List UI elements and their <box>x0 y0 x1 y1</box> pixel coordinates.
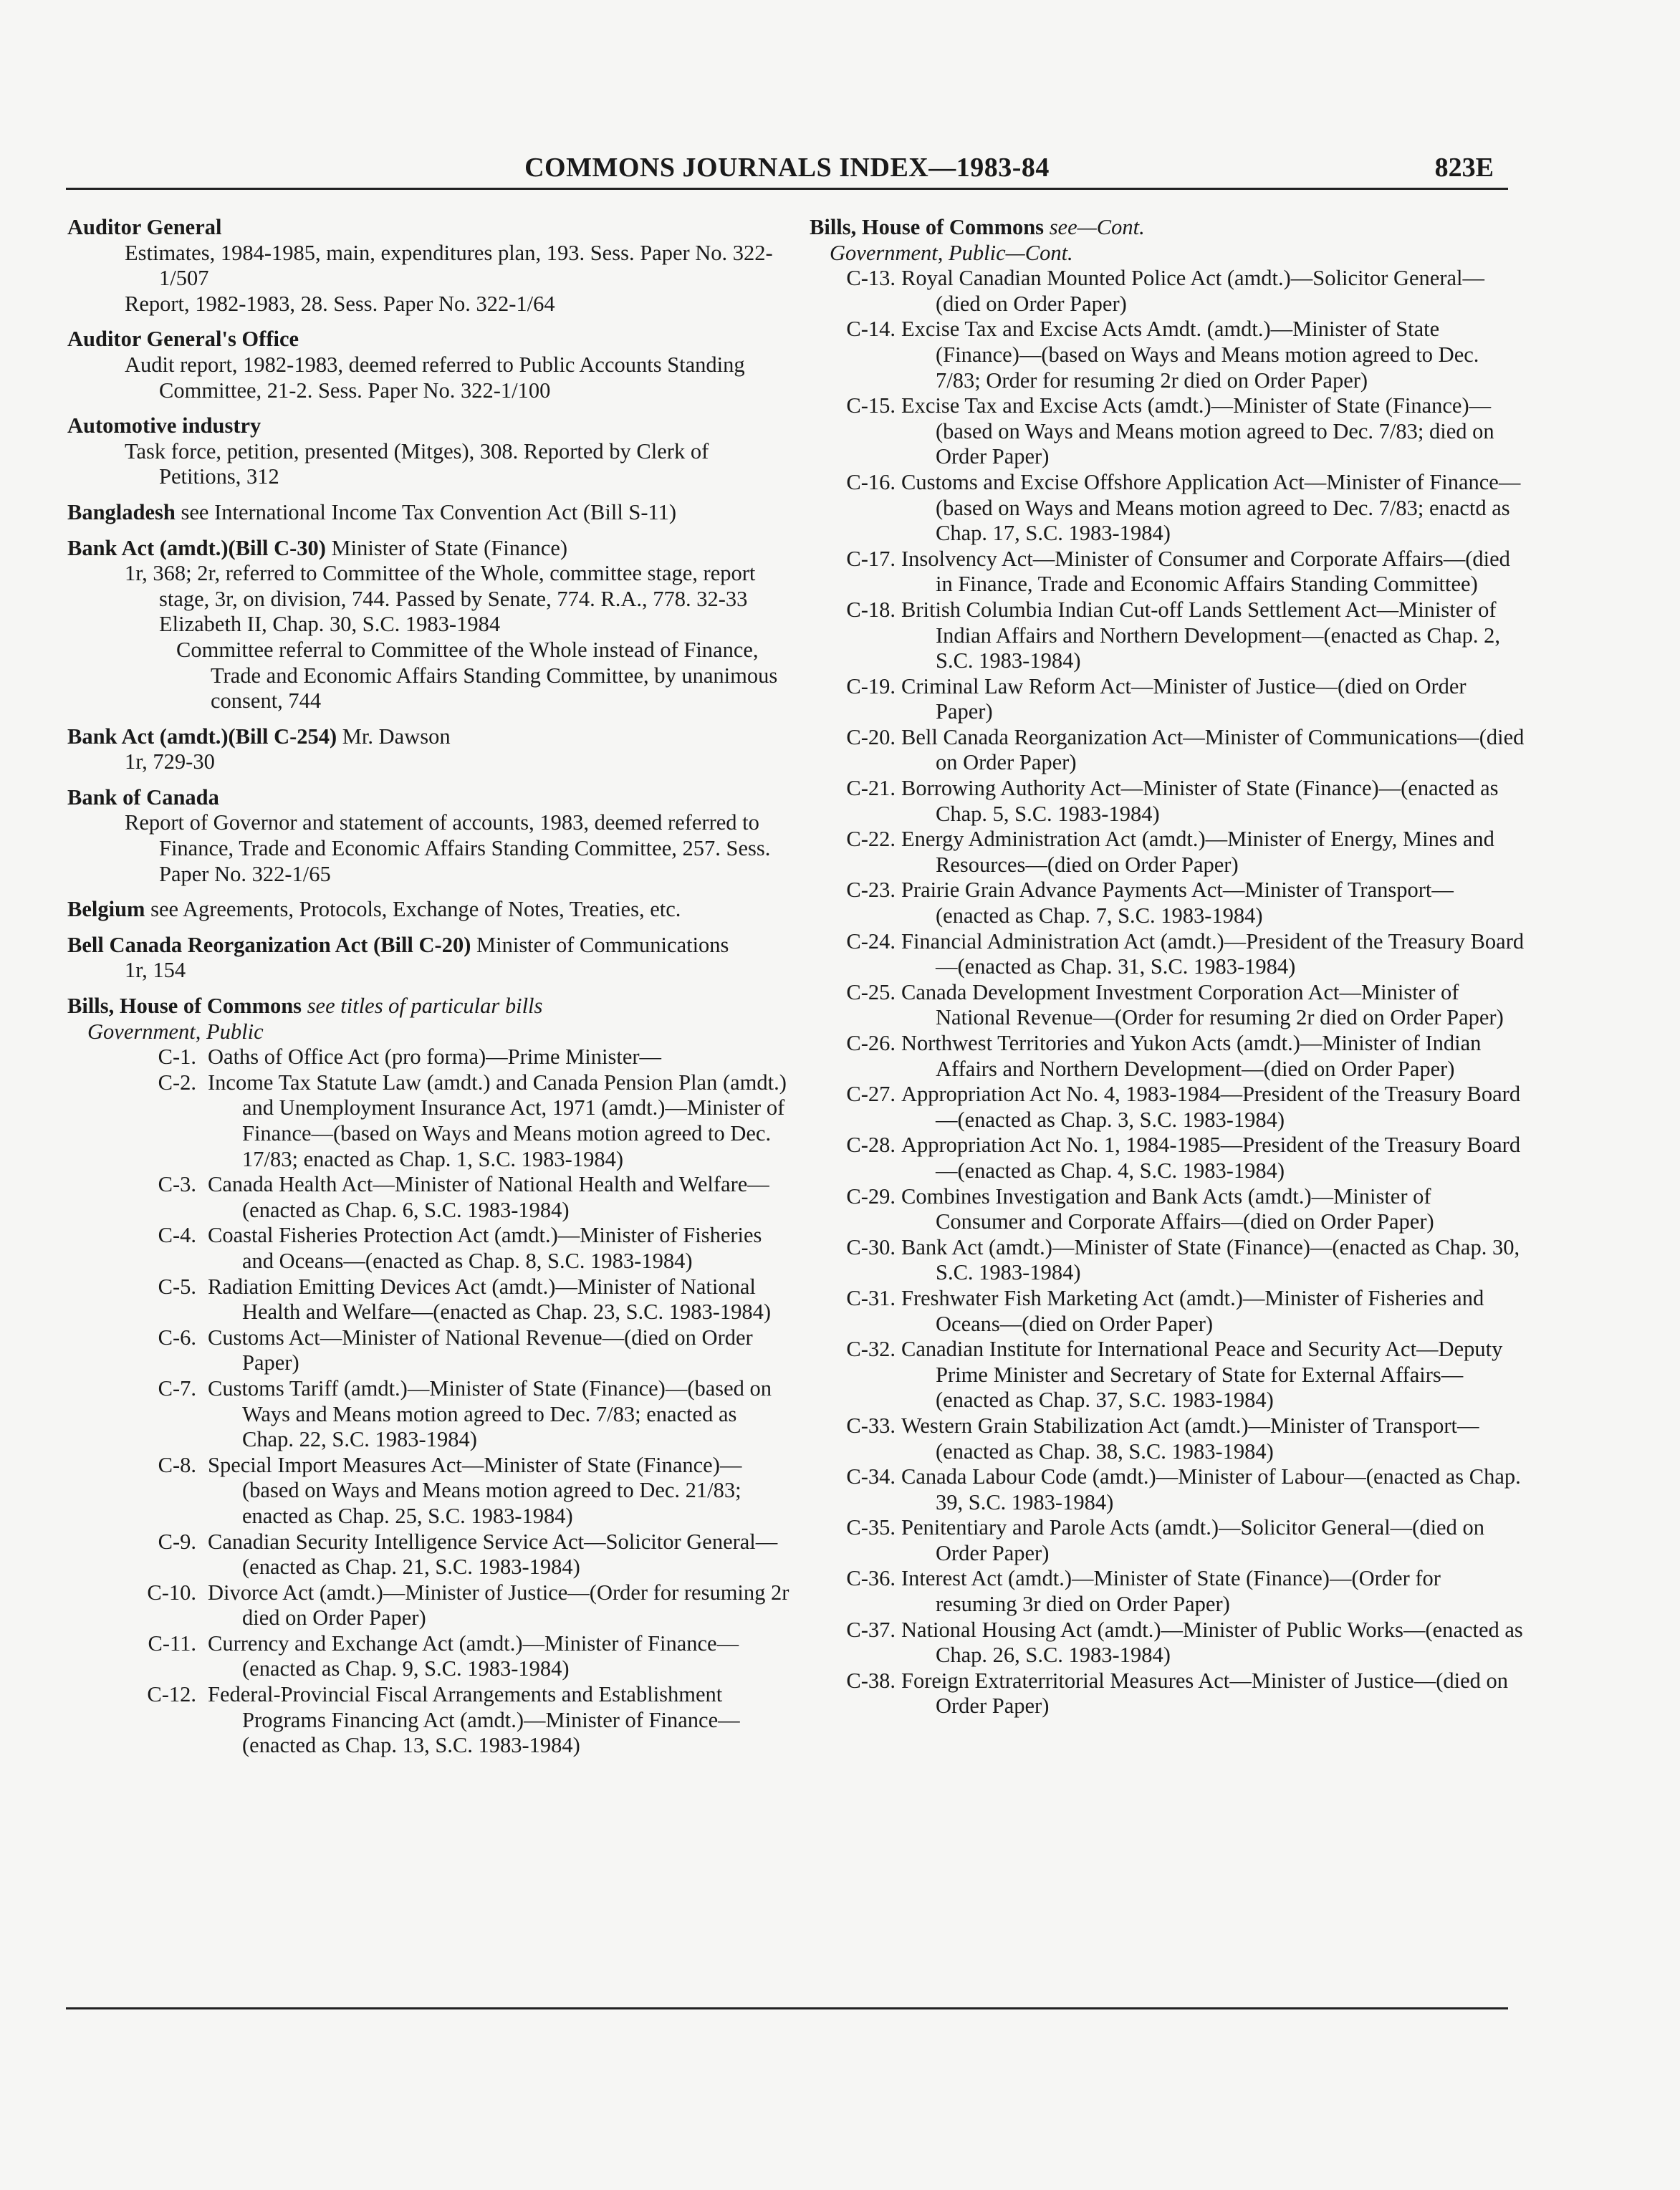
bill-number: C-36. <box>846 1566 896 1591</box>
bill-number: C-21. <box>846 776 896 801</box>
bill-item <box>67 1529 791 1580</box>
bill-description: Coastal Fisheries Protection Act (amdt.)—Minister of Fisheries and Oceans—(enacted as Chap. 8, S.C. 1983-1984) <box>208 1223 762 1273</box>
bill-item <box>810 1413 1526 1464</box>
entry-heading: Auditor General <box>67 215 222 239</box>
bill-item <box>67 1453 791 1529</box>
bill-item <box>810 1286 1526 1337</box>
index-entry <box>67 500 791 526</box>
bill-list <box>67 1044 791 1759</box>
bill-description: British Columbia Indian Cut-off Lands Settlement Act—Minister of Indian Affairs and Northern Development—(enacted as Chap. 2, S.C. 1983-1984) <box>901 597 1500 673</box>
bill-description: Appropriation Act No. 4, 1983-1984—President of the Treasury Board—(enacted as Chap. 3, S.C. 1983-1984) <box>901 1082 1521 1132</box>
entry-subline: Report of Governor and statement of accounts, 1983, deemed referred to Finance, Trade and Economic Affairs Standing Committee, 257. Sess. Paper No. 322-1/65 <box>125 810 771 886</box>
bill-number: C-18. <box>846 597 896 622</box>
bill-number: C-7. <box>158 1375 196 1401</box>
bill-item <box>67 1070 791 1172</box>
bill-description: Prairie Grain Advance Payments Act—Minister of Transport—(enacted as Chap. 7, S.C. 1983-1984) <box>901 878 1454 928</box>
bill-item <box>810 1337 1526 1413</box>
bill-number: C-34. <box>846 1464 896 1489</box>
bill-item <box>810 1235 1526 1286</box>
bill-item <box>810 878 1526 928</box>
bill-number: C-35. <box>846 1515 896 1540</box>
bill-description: Combines Investigation and Bank Acts (amdt.)—Minister of Consumer and Corporate Affairs—(died on Order Paper) <box>901 1183 1434 1234</box>
bill-item <box>810 929 1526 980</box>
bill-number: C-1. <box>158 1044 196 1070</box>
bill-description: Financial Administration Act (amdt.)—President of the Treasury Board—(enacted as Chap. 31, S.C. 1983-1984) <box>901 928 1525 979</box>
right-column <box>810 215 1526 1729</box>
bill-description: Foreign Extraterritorial Measures Act—Minister of Justice—(died on Order Paper) <box>901 1668 1509 1719</box>
bill-item <box>67 1580 791 1631</box>
index-entry <box>67 536 791 714</box>
bill-number: C-37. <box>846 1617 896 1642</box>
bill-list <box>810 266 1526 1719</box>
bill-item <box>810 827 1526 878</box>
bill-item <box>810 1566 1526 1617</box>
bill-item <box>810 980 1526 1031</box>
bill-item <box>67 1172 791 1223</box>
bill-description: Canadian Institute for International Peace and Security Act—Deputy Prime Minister and Secretary of State for External Affairs—(enacted as Chap. 37, S.C. 1983-1984) <box>901 1337 1503 1413</box>
entry-subline: 1r, 368; 2r, referred to Committee of the Whole, committee stage, report stage, 3r, on division, 744. Passed by Senate, 774. R.A., 778. 32-33 Elizabeth II, Chap. 30, S.C. 1983-1984 <box>125 561 756 637</box>
bill-description: Radiation Emitting Devices Act (amdt.)—Minister of National Health and Welfare—(enacted as Chap. 23, S.C. 1983-1984) <box>208 1274 772 1325</box>
bill-description: Income Tax Statute Law (amdt.) and Canada Pension Plan (amdt.) and Unemployment Insurance Act, 1971 (amdt.)—Minister of Finance—(based on Ways and Means motion agreed to Dec. 17/83; enacted as Chap. 1, S.C. 1983-1984) <box>208 1070 787 1171</box>
index-entry <box>67 933 791 984</box>
bill-item <box>810 1668 1526 1719</box>
bill-description: National Housing Act (amdt.)—Minister of Public Works—(enacted as Chap. 26, S.C. 1983-1984) <box>901 1617 1523 1668</box>
bill-item <box>810 317 1526 393</box>
bill-description: Canada Health Act—Minister of National Health and Welfare—(enacted as Chap. 6, S.C. 1983-1984) <box>208 1172 769 1222</box>
entry-heading: Bangladesh see International Income Tax Convention Act (Bill S-11) <box>67 499 677 524</box>
index-entry <box>67 327 791 403</box>
entry-heading: Bank Act (amdt.)(Bill C-30) Minister of State (Finance) <box>67 535 568 560</box>
bill-item <box>67 1274 791 1325</box>
bill-item <box>810 1031 1526 1082</box>
index-entry <box>67 785 791 887</box>
bill-number: C-20. <box>846 724 896 749</box>
bill-item <box>810 470 1526 547</box>
bill-description: Penitentiary and Parole Acts (amdt.)—Solicitor General—(died on Order Paper) <box>901 1515 1484 1565</box>
bill-item <box>810 597 1526 674</box>
entry-subline: 1r, 729-30 <box>125 749 215 774</box>
bill-description: Special Import Measures Act—Minister of State (Finance)—(based on Ways and Means motion agreed to Dec. 21/83; enacted as Chap. 25, S.C. 1983-1984) <box>208 1452 742 1528</box>
bill-number: C-16. <box>846 469 896 494</box>
bill-item <box>67 1631 791 1682</box>
entry-heading: Bills, House of Commons see—Cont. <box>810 215 1145 239</box>
entry-subline: Committee referral to Committee of the Whole instead of Finance, Trade and Economic Affairs Standing Committee, by unanimous consent, 744 <box>176 637 778 714</box>
bill-description: Bell Canada Reorganization Act—Minister of Communications—(died on Order Paper) <box>901 724 1525 775</box>
bill-number: C-3. <box>158 1172 196 1197</box>
running-head <box>66 152 1508 190</box>
page-title: COMMONS JOURNALS INDEX—1983-84 <box>524 153 1050 183</box>
entry-heading: Bank of Canada <box>67 784 219 810</box>
bill-item <box>810 1618 1526 1668</box>
bills-entry-continued <box>810 215 1526 1719</box>
bill-number: C-33. <box>846 1413 896 1438</box>
bill-item <box>810 1515 1526 1566</box>
index-entry <box>67 724 791 775</box>
bill-item <box>810 1133 1526 1183</box>
bill-number: C-24. <box>846 928 896 954</box>
entry-heading: Automotive industry <box>67 413 261 438</box>
bill-description: Canadian Security Intelligence Service Act—Solicitor General—(enacted as Chap. 21, S.C. 1983-1984) <box>208 1529 778 1580</box>
bill-description: Canada Labour Code (amdt.)—Minister of Labour—(enacted as Chap. 39, S.C. 1983-1984) <box>901 1464 1521 1514</box>
entry-subline: 1r, 154 <box>125 958 186 983</box>
bill-description: Bank Act (amdt.)—Minister of State (Finance)—(enacted as Chap. 30, S.C. 1983-1984) <box>901 1234 1520 1285</box>
bill-number: C-13. <box>846 266 896 291</box>
bill-description: Borrowing Authority Act—Minister of State (Finance)—(enacted as Chap. 5, S.C. 1983-1984) <box>901 776 1499 826</box>
entry-heading: Bell Canada Reorganization Act (Bill C-20) Minister of Communications <box>67 932 729 957</box>
index-entries <box>67 215 791 984</box>
bill-description: Freshwater Fish Marketing Act (amdt.)—Minister of Fisheries and Oceans—(died on Order Paper) <box>901 1285 1484 1336</box>
bill-number: C-31. <box>846 1285 896 1310</box>
bill-number: C-8. <box>158 1452 196 1477</box>
bill-description: Insolvency Act—Minister of Consumer and Corporate Affairs—(died in Finance, Trade and Economic Affairs Standing Committee) <box>901 546 1510 597</box>
bills-entry <box>67 994 791 1759</box>
bill-number: C-23. <box>846 878 896 903</box>
bill-description: Excise Tax and Excise Acts Amdt. (amdt.)—Minister of State (Finance)—(based on Ways and Means motion agreed to Dec. 7/83; Order for resuming 2r died on Order Paper) <box>901 317 1479 393</box>
bill-number: C-6. <box>158 1325 196 1350</box>
bill-number: C-22. <box>846 827 896 852</box>
entry-heading: Bills, House of Commons see titles of particular bills <box>67 994 543 1019</box>
bill-number: C-15. <box>846 393 896 418</box>
bill-item <box>810 1082 1526 1133</box>
bill-item <box>67 1325 791 1376</box>
bill-number: C-10. <box>147 1580 196 1605</box>
bill-item <box>67 1376 791 1453</box>
entry-subline: Report, 1982-1983, 28. Sess. Paper No. 322-1/64 <box>125 291 555 316</box>
bill-description: Divorce Act (amdt.)—Minister of Justice—(Order for resuming 2r died on Order Paper) <box>208 1580 789 1631</box>
bill-number: C-9. <box>158 1529 196 1554</box>
bill-description: Western Grain Stabilization Act (amdt.)—Minister of Transport—(enacted as Chap. 38, S.C. 1983-1984) <box>901 1413 1479 1464</box>
bill-description: Interest Act (amdt.)—Minister of State (Finance)—(Order for resuming 3r died on Order Paper) <box>901 1566 1441 1617</box>
bill-item <box>810 674 1526 725</box>
left-column <box>67 215 791 1769</box>
bill-number: C-28. <box>846 1133 896 1158</box>
bill-description: Oaths of Office Act (pro forma)—Prime Minister— <box>208 1044 662 1070</box>
bill-item <box>810 1464 1526 1515</box>
index-entry <box>67 215 791 317</box>
bill-item <box>67 1044 791 1070</box>
bill-description: Excise Tax and Excise Acts (amdt.)—Minister of State (Finance)—(based on Ways and Means motion agreed to Dec. 7/83; died on Order Paper) <box>901 393 1494 469</box>
index-entry <box>67 413 791 490</box>
bill-number: C-14. <box>846 317 896 342</box>
footer-rule <box>66 2007 1508 2009</box>
bill-number: C-11. <box>148 1631 196 1656</box>
bill-item <box>67 1682 791 1759</box>
bill-description: Canada Development Investment Corporation Act—Minister of National Revenue—(Order for resuming 2r died on Order Paper) <box>901 979 1504 1030</box>
bill-description: Northwest Territories and Yukon Acts (amdt.)—Minister of Indian Affairs and Northern Development—(died on Order Paper) <box>901 1031 1482 1081</box>
bill-number: C-30. <box>846 1234 896 1259</box>
bill-item <box>67 1223 791 1274</box>
bill-item <box>810 725 1526 776</box>
bill-number: C-32. <box>846 1337 896 1362</box>
entry-heading: Belgium see Agreements, Protocols, Exchange of Notes, Treaties, etc. <box>67 897 681 922</box>
page-number: 823E <box>1434 153 1494 183</box>
bill-number: C-29. <box>846 1183 896 1209</box>
bill-number: C-2. <box>158 1070 196 1095</box>
bill-description: Customs Act—Minister of National Revenue—(died on Order Paper) <box>208 1325 753 1375</box>
index-entry <box>67 897 791 923</box>
entry-subline: Audit report, 1982-1983, deemed referred to Public Accounts Standing Committee, 21-2. Sess. Paper No. 322-1/100 <box>125 352 745 403</box>
bill-description: Criminal Law Reform Act—Minister of Justice—(died on Order Paper) <box>901 673 1467 724</box>
bill-item <box>810 1184 1526 1235</box>
bill-item <box>810 547 1526 597</box>
bill-description: Currency and Exchange Act (amdt.)—Minister of Finance—(enacted as Chap. 9, S.C. 1983-1984) <box>208 1631 739 1681</box>
entry-heading: Bank Act (amdt.)(Bill C-254) Mr. Dawson <box>67 724 451 749</box>
bill-item <box>810 776 1526 827</box>
bill-item <box>810 266 1526 317</box>
entry-heading: Auditor General's Office <box>67 327 299 352</box>
bill-number: C-4. <box>158 1223 196 1248</box>
entry-subline: Estimates, 1984-1985, main, expenditures plan, 193. Sess. Paper No. 322-1/507 <box>125 240 773 291</box>
bill-description: Customs and Excise Offshore Application Act—Minister of Finance—(based on Ways and Means motion agreed to Dec. 7/83; enactd as Chap. 17, S.C. 1983-1984) <box>901 469 1521 546</box>
bill-description: Energy Administration Act (amdt.)—Minister of Energy, Mines and Resources—(died on Order Paper) <box>901 827 1494 877</box>
bill-number: C-25. <box>846 979 896 1004</box>
bill-number: C-38. <box>846 1668 896 1693</box>
bill-number: C-12. <box>147 1682 196 1707</box>
bill-number: C-17. <box>846 546 896 571</box>
bill-description: Royal Canadian Mounted Police Act (amdt.)—Solicitor General—(died on Order Paper) <box>901 266 1484 316</box>
entry-subline: Task force, petition, presented (Mitges), 308. Reported by Clerk of Petitions, 312 <box>125 438 709 489</box>
bill-number: C-19. <box>846 673 896 698</box>
bill-number: C-5. <box>158 1274 196 1299</box>
bills-category: Government, Public <box>87 1019 264 1044</box>
bill-description: Appropriation Act No. 1, 1984-1985—President of the Treasury Board—(enacted as Chap. 4, S.C. 1983-1984) <box>901 1133 1521 1183</box>
bills-category: Government, Public—Cont. <box>830 240 1073 265</box>
bill-number: C-26. <box>846 1031 896 1055</box>
bill-number: C-27. <box>846 1082 896 1107</box>
bill-item <box>810 393 1526 470</box>
bill-description: Customs Tariff (amdt.)—Minister of State (Finance)—(based on Ways and Means motion agreed to Dec. 7/83; enacted as Chap. 22, S.C. 1983-1984) <box>208 1375 772 1452</box>
bill-description: Federal-Provincial Fiscal Arrangements and Establishment Programs Financing Act (amdt.)—Minister of Finance—(enacted as Chap. 13, S.C. 1983-1984) <box>208 1682 740 1758</box>
